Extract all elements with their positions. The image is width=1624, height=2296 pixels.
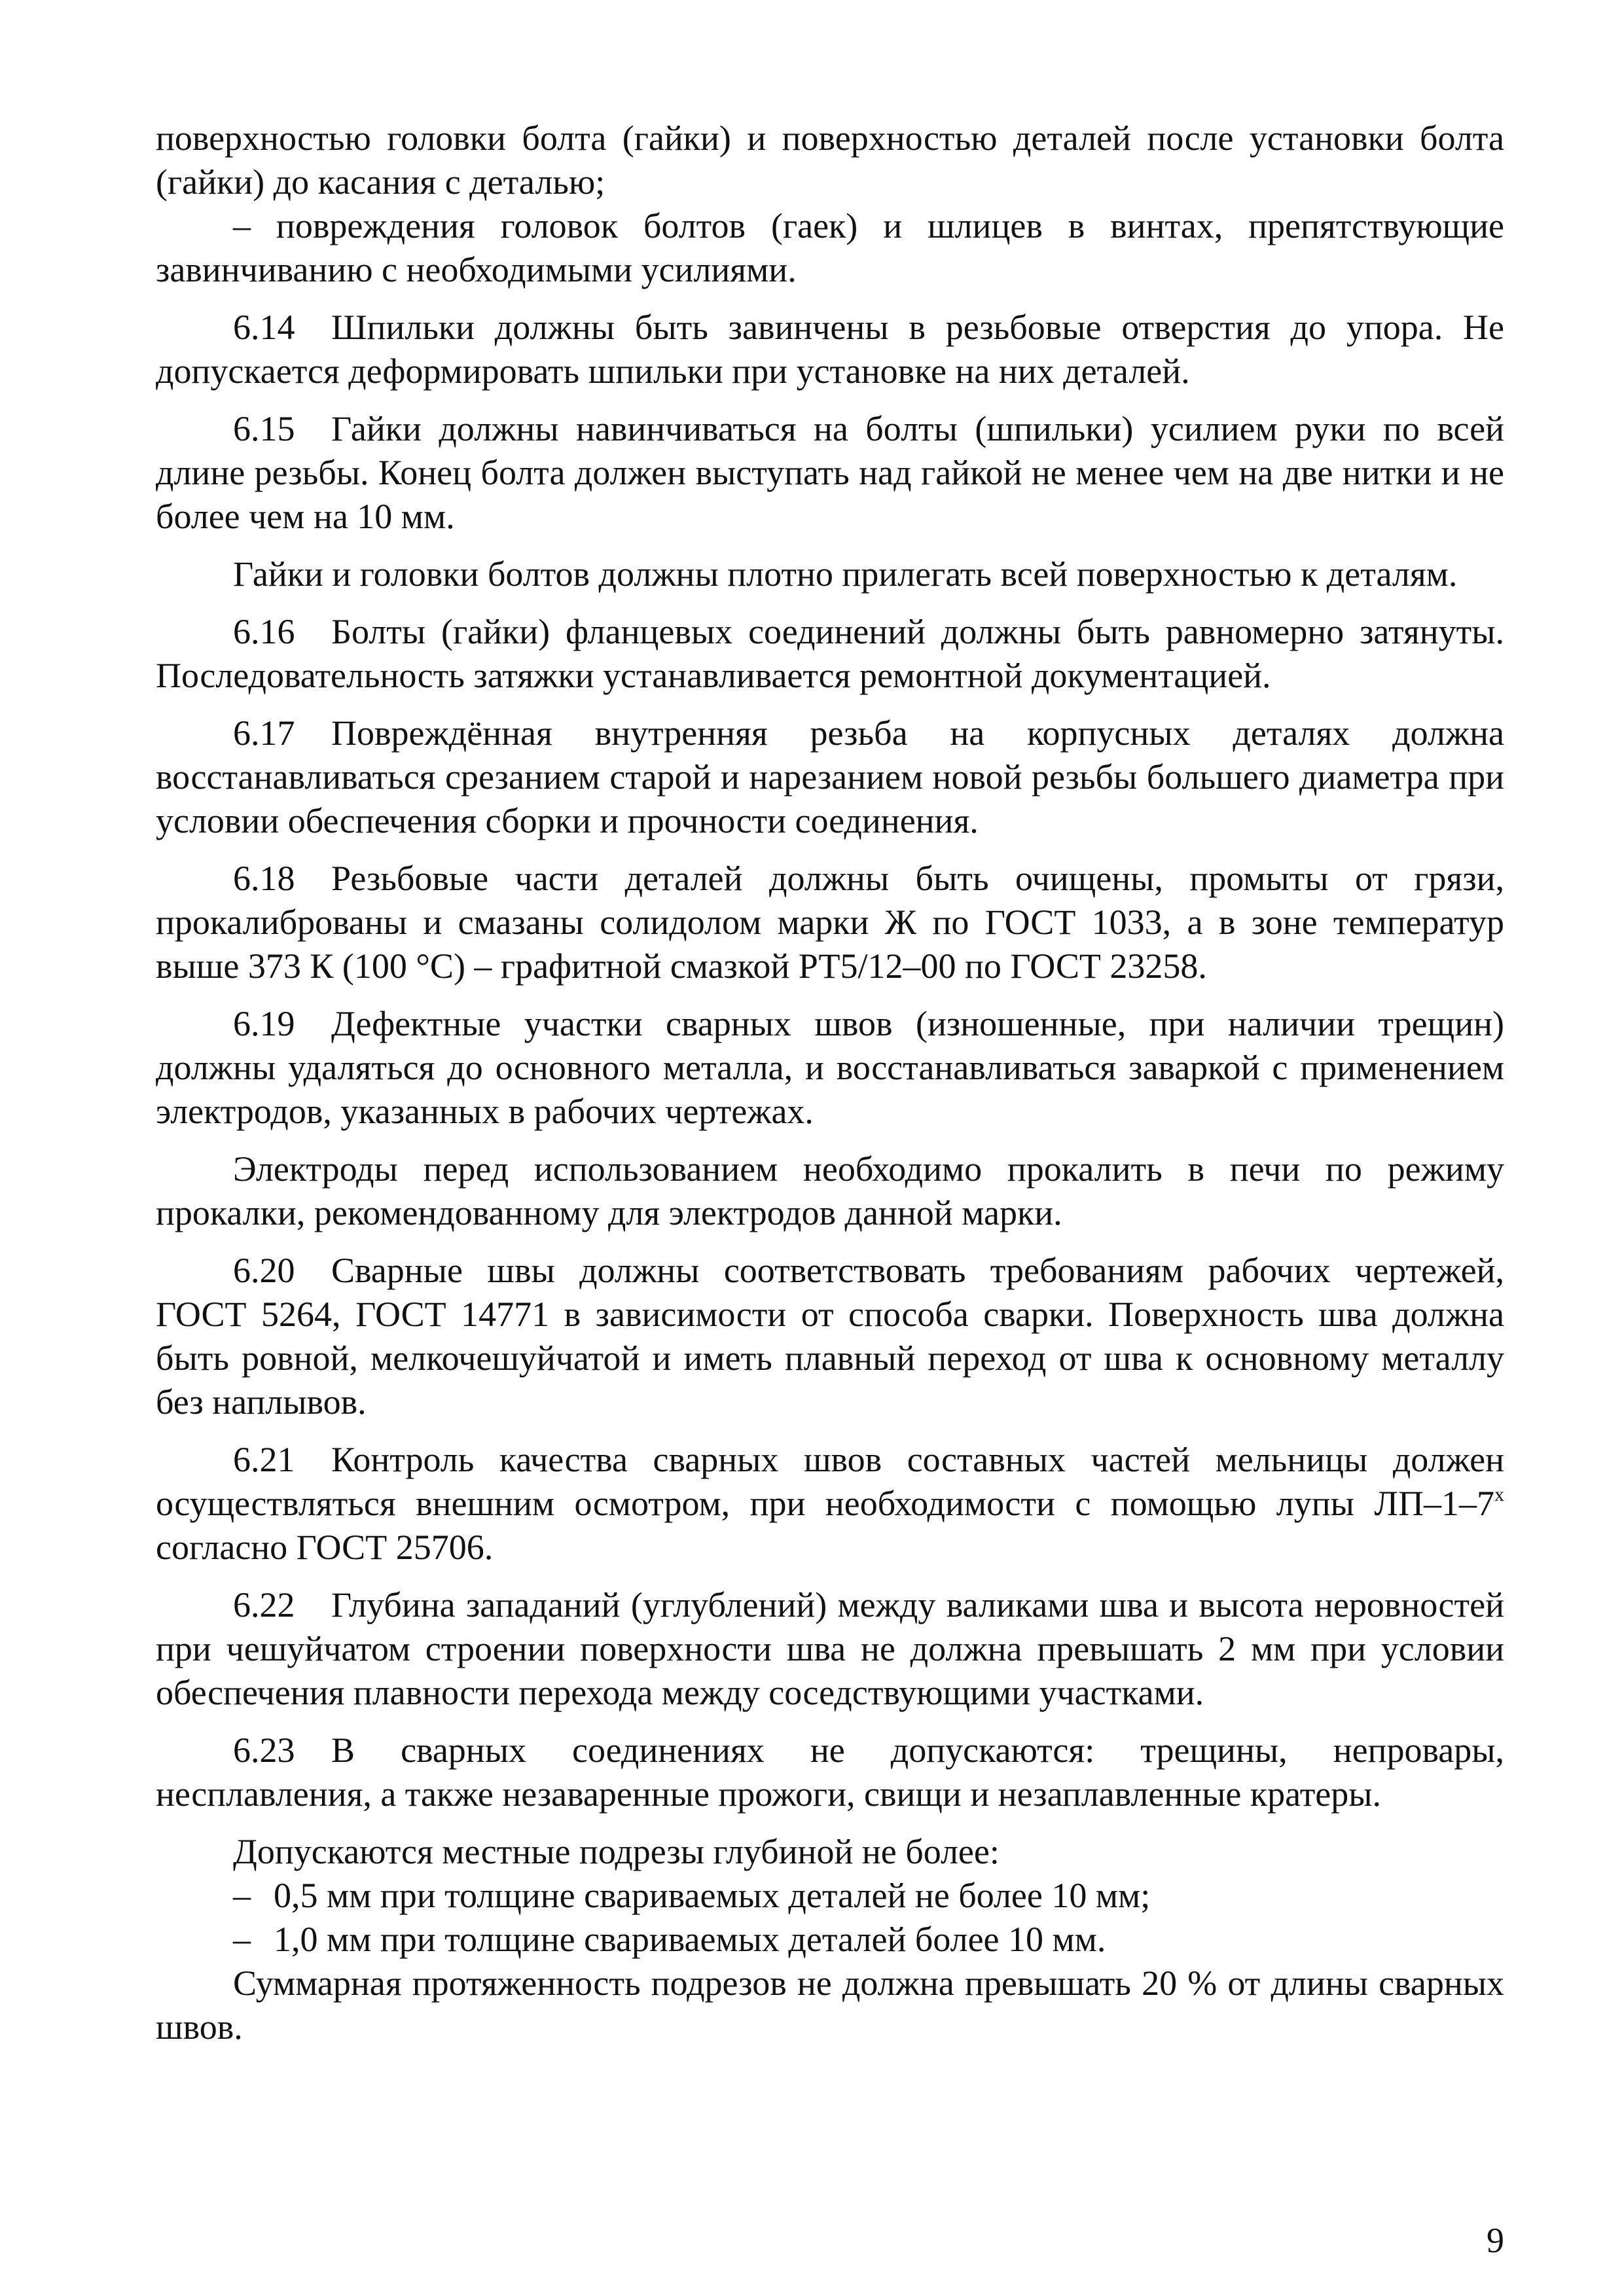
clause-text: Сварные швы должны соответствовать требованиям рабочих чертежей, ГОСТ 5264, ГОСТ 14771 в зависимости от способа сварки. Поверхность шва должна быть ровной, мелкочешуйчатой и иметь плавный переход от шва к основному металлу без наплывов. bbox=[156, 1251, 1504, 1422]
clause-text: Глубина западаний (углублений) между валиками шва и высота неровностей при чешуйчатом строении поверхности шва не должна превышать 2 мм при условии обеспечения плавности перехода между соседствующими участками. bbox=[156, 1585, 1504, 1712]
clause-number: 6.20 bbox=[233, 1251, 295, 1290]
bullet-damage: – повреждения головок болтов (гаек) и шлицев в винтах, препятствующие завинчиванию с необходимыми усилиями. bbox=[156, 206, 1504, 289]
clause-text: Контроль качества сварных швов составных частей мельницы должен осуществляться внешним осмотром, при необходимости с помощью лупы ЛП–1–7 bbox=[156, 1440, 1504, 1523]
clause-number: 6.15 bbox=[233, 409, 295, 448]
clause-6-19-paragraph-2: Электроды перед использованием необходимо прокалить в печи по режиму прокалки, рекомендованному для электродов данной марки. bbox=[156, 1149, 1504, 1232]
undercut-total: Суммарная протяженность подрезов не должна превышать 20 % от длины сварных швов. bbox=[156, 1964, 1504, 2047]
clause-6-14 bbox=[156, 306, 1504, 393]
document-page bbox=[156, 117, 1504, 2049]
clause-6-19 bbox=[156, 1002, 1504, 1134]
dash-marker: – bbox=[233, 1920, 251, 1959]
clause-6-21 bbox=[156, 1438, 1504, 1570]
clause-text: Гайки должны навинчиваться на болты (шпильки) усилием руки по всей длине резьбы. Конец болта должен выступать над гайкой не менее чем на две нитки и не более чем на 10 мм. bbox=[156, 409, 1504, 536]
clause-6-16 bbox=[156, 610, 1504, 698]
page-number: 9 bbox=[1487, 2221, 1504, 2260]
clause-text: Повреждённая внутренняя резьба на корпусных деталях должна восстанавливаться срезанием старой и нарезанием новой резьбы большего диаметра при условии обеспечения сборки и прочности соединения. bbox=[156, 713, 1504, 840]
clause-6-15-paragraph-2: Гайки и головки болтов должны плотно прилегать всей поверхностью к деталям. bbox=[233, 554, 1458, 594]
clause-text: Дефектные участки сварных швов (изношенные, при наличии трещин) должны удаляться до основного металла, и восстанавливаться заваркой с применением электродов, указанных в рабочих чертежах. bbox=[156, 1004, 1504, 1131]
clause-6-22 bbox=[156, 1583, 1504, 1715]
undercut-intro: Допускаются местные подрезы глубиной не более: bbox=[233, 1832, 1000, 1871]
undercut-list-item bbox=[156, 1874, 1504, 1918]
list-item-text: 0,5 мм при толщине свариваемых деталей не более 10 мм; bbox=[274, 1876, 1151, 1915]
clause-6-15 bbox=[156, 407, 1504, 539]
undercut-list-item bbox=[156, 1918, 1504, 1962]
continuation-paragraph: поверхностью головки болта (гайки) и поверхностью деталей после установки болта (гайки) до касания с деталью; bbox=[156, 118, 1504, 202]
clause-number: 6.22 bbox=[233, 1585, 295, 1624]
clause-6-18 bbox=[156, 857, 1504, 988]
clause-text: Резьбовые части деталей должны быть очищены, промыты от грязи, прокалиброваны и смазаны солидолом марки Ж по ГОСТ 1033, а в зоне температур выше 373 К (100 °С) – графитной смазкой РТ5/12–00 по ГОСТ 23258. bbox=[156, 859, 1504, 986]
clause-text: Шпильки должны быть завинчены в резьбовые отверстия до упора. Не допускается деформировать шпильки при установке на них деталей. bbox=[156, 308, 1504, 391]
clause-number: 6.18 bbox=[233, 859, 295, 898]
clause-6-23 bbox=[156, 1729, 1504, 1816]
magnification-superscript: х bbox=[1494, 1484, 1504, 1505]
clause-number: 6.14 bbox=[233, 308, 295, 347]
clause-number: 6.17 bbox=[233, 713, 295, 753]
clause-6-20 bbox=[156, 1249, 1504, 1424]
clause-number: 6.16 bbox=[233, 612, 295, 651]
clause-6-17 bbox=[156, 711, 1504, 843]
clause-number: 6.23 bbox=[233, 1731, 295, 1770]
list-item-text: 1,0 мм при толщине свариваемых деталей более 10 мм. bbox=[274, 1920, 1106, 1959]
clause-text: Болты (гайки) фланцевых соединений должны быть равномерно затянуты. Последовательность затяжки устанавливается ремонтной документацией. bbox=[156, 612, 1504, 695]
clause-number: 6.19 bbox=[233, 1004, 295, 1043]
clause-text: В сварных соединениях не допускаются: трещины, непровары, несплавления, а также незаваренные прожоги, свищи и незаплавленные кратеры. bbox=[156, 1731, 1504, 1814]
clause-text-end: согласно ГОСТ 25706. bbox=[156, 1528, 494, 1567]
dash-marker: – bbox=[233, 1876, 251, 1915]
clause-number: 6.21 bbox=[233, 1440, 295, 1479]
